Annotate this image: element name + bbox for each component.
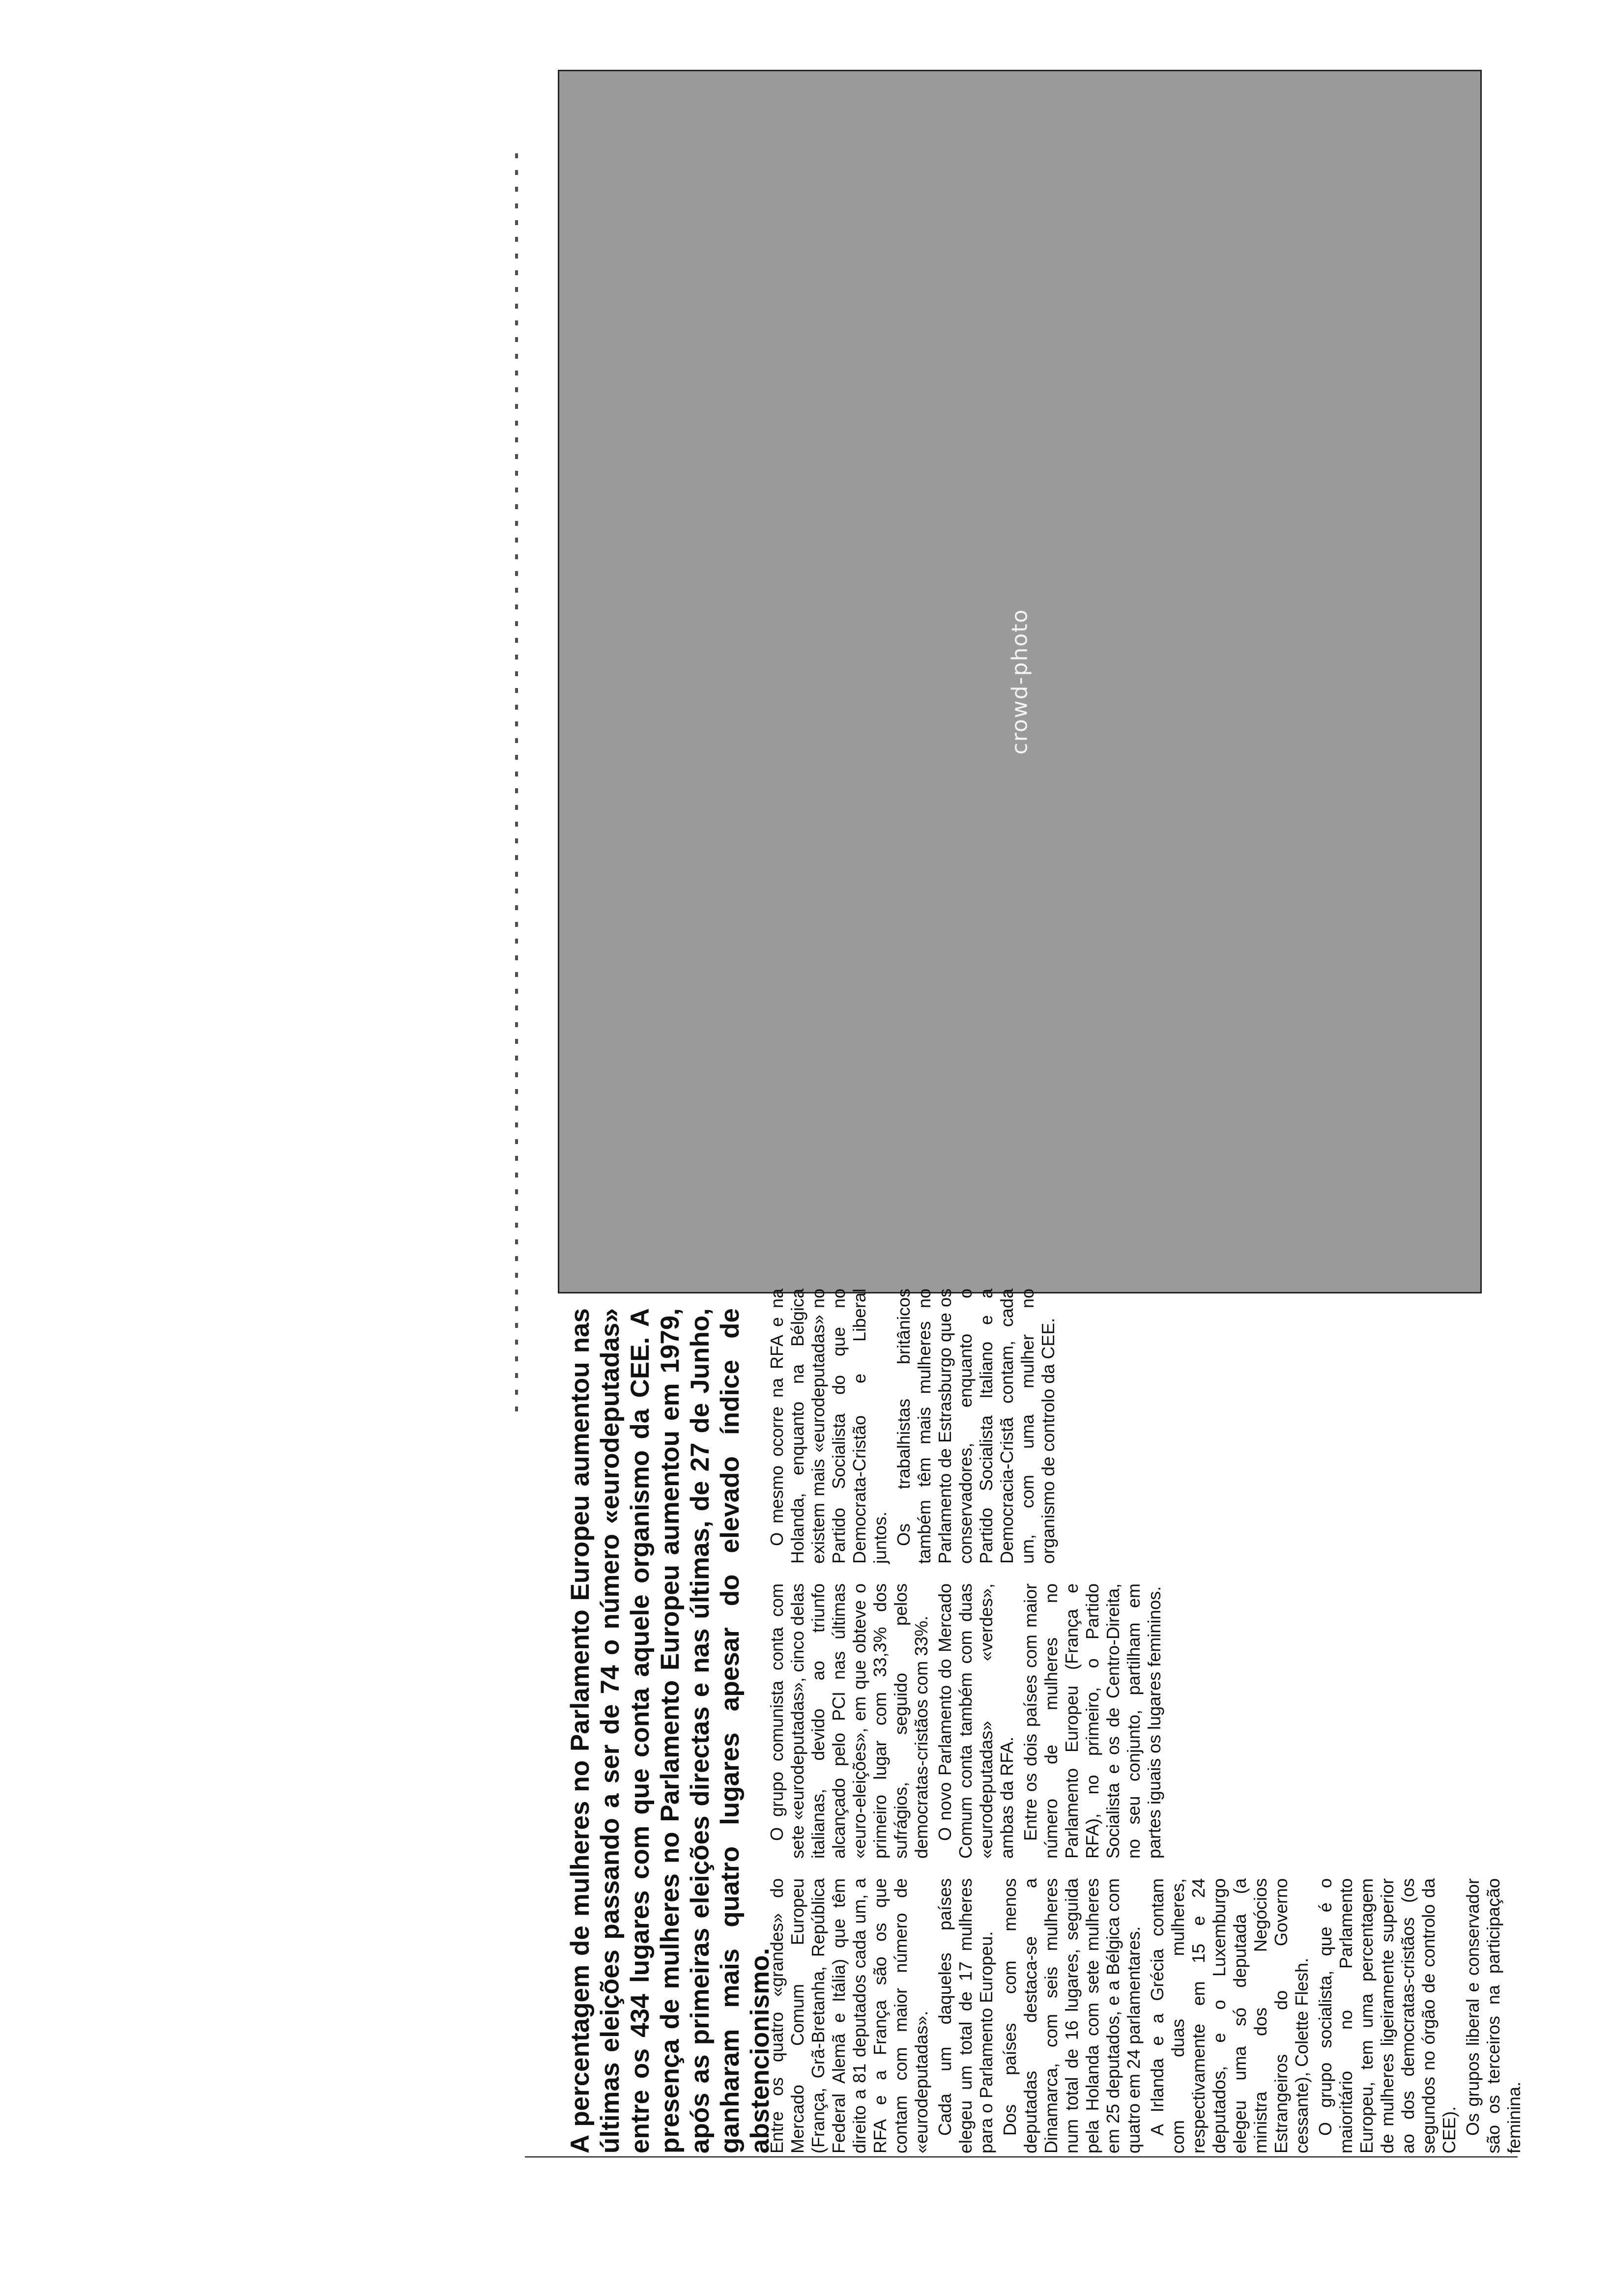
paragraph: Entre os dois países com maior número de mulheres no Parlamento Europeu (França e RFA), no primeiro, o Partido Socialista e os de Centro-Direita, no seu conjunto, partilham em partes iguais os lugares femininos.: [1020, 1583, 1164, 1859]
body-column-3: [767, 1289, 1514, 1564]
photo-placeholder-label: crowd-photo: [1007, 608, 1033, 755]
cut-line: [515, 153, 518, 1411]
paragraph: O grupo socialista, que é o maioritário no Parlamento Europeu, tem uma percentagem de mulheres ligeiramente superior ao dos democratas-cristãos (os segundos no órgão de controlo da CEE).: [1315, 1878, 1459, 2153]
paragraph: Entre os quatro «grandes» do Mercado Comum Europeu (França, Grã-Bretanha, República Federal Alemã e Itália) que têm direito a 81 deputados cada um, a RFA e a França são os que contam com maior número de «eurodeputadas».: [767, 1878, 931, 2153]
paragraph: O grupo comunista conta com sete «eurodeputadas», cinco delas italianas, devido ao triunfo alcançado pelo PCI nas últimas «euro-eleições», em que obteve o primeiro lugar com 33,3% dos sufrágios, seguido pelos democratas-cristãos com 33%.: [767, 1583, 931, 1859]
article-lead: A percentagem de mulheres no Parlamento Europeu aumentou nas últimas eleições passando a ser de 74 o número «eurodeputadas» entre os 434 lugares com que conta aquele organismo da CEE. A presença de mulheres no Parlamento Europeu aumentou em 1979, após as primeiras eleições directas e nas últimas, de 27 de Junho, ganharam mais quatro lugares apesar do elevado índice de abstencionismo.: [566, 1308, 775, 2153]
column-rule: [525, 2156, 1518, 2157]
paragraph: O mesmo ocorre na RFA e na Holanda, enquanto na Bélgica existem mais «eurodeputadas» no Partido Socialista do que no Democrata-Cristão e Liberal juntos.: [767, 1289, 890, 1564]
paragraph: Os grupos liberal e conservador são os terceiros na participação feminina.: [1463, 1878, 1524, 2153]
paragraph: Os trabalhistas britânicos também têm mais mulheres no Parlamento de Estrasburgo que os conservadores, enquanto o Partido Socialista Italiano e a Democracia-Cristã contam, cada um, com uma mulher no organismo de controlo da CEE.: [893, 1289, 1058, 1564]
paragraph: Dos países com menos deputadas destaca-se a Dinamarca, com seis mulheres num total de 16 lugares, seguida pela Holanda com sete mulheres em 25 deputados, e a Bélgica com quatro em 24 parlamentares.: [1000, 1878, 1144, 2153]
body-column-1: [767, 1878, 1524, 2153]
article-body: [767, 1289, 1524, 2153]
news-photo: [558, 70, 1482, 1293]
paragraph: Cada um daqueles países elegeu um total de 17 mulheres para o Parlamento Europeu.: [935, 1878, 996, 2153]
paragraph: O novo Parlamento do Mercado Comum conta também com duas «eurodeputadas» «verdes», ambas da RFA.: [935, 1583, 1017, 1859]
body-column-2: [767, 1583, 1514, 1859]
paragraph: A Irlanda e a Grécia contam com duas mulheres, respectivamente em 15 e 24 deputados, e o Luxemburgo elegeu uma só deputada (a ministra dos Negócios Estrangeiros do Governo cessante), Colette Flesh.: [1147, 1878, 1312, 2153]
